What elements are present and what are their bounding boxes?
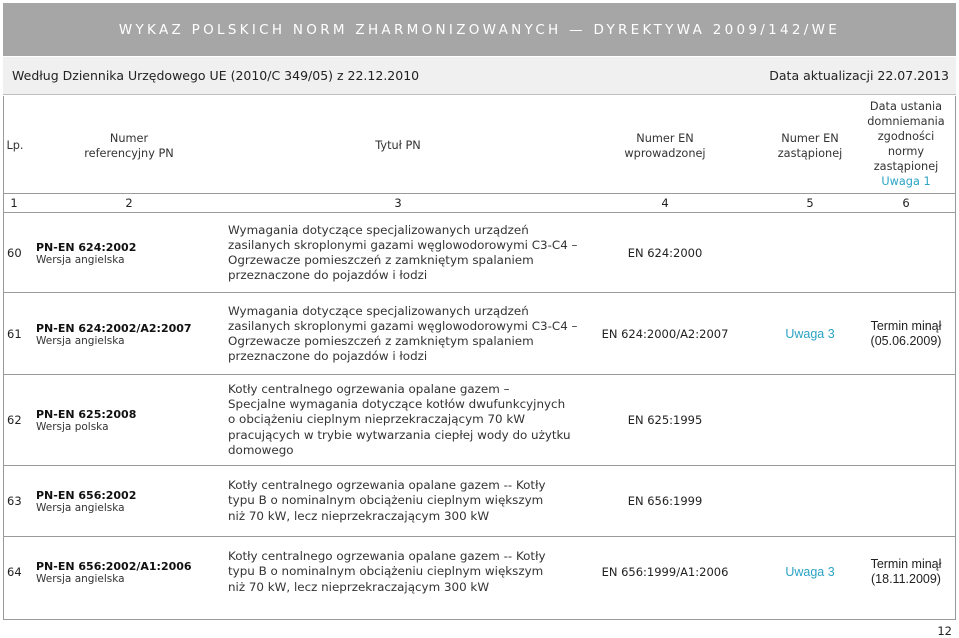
pn-language: Wersja angielska [36, 253, 125, 266]
pn-block [36, 241, 136, 266]
col-number-5 [750, 194, 870, 212]
row-lp-text: 61 [7, 327, 22, 341]
row-en [590, 213, 740, 293]
row-pn [36, 375, 226, 465]
row-title [228, 375, 598, 465]
row-en [590, 466, 740, 536]
title-line: przeznaczone do pojazdów i łodzi [228, 268, 428, 283]
title-line: Wymagania dotyczące specjalizowanych urządzeń [228, 222, 529, 237]
col-number-4 [590, 194, 740, 212]
row-lp [7, 293, 31, 375]
pn-code: PN-EN 656:2002/A1:2006 [36, 559, 192, 573]
row-en [590, 293, 740, 375]
pn-code: PN-EN 624:2002 [36, 240, 137, 254]
header-date-line4: normy [887, 145, 925, 158]
row-en [590, 375, 740, 465]
header-lp [4, 130, 26, 160]
col-number-5-text: 5 [806, 196, 814, 210]
en-number: EN 656:1999 [627, 494, 703, 508]
en-number: EN 656:1999/A1:2006 [601, 565, 729, 579]
row-title [228, 293, 598, 375]
pn-block [36, 560, 192, 585]
col-number-1 [4, 194, 24, 212]
row-pn [36, 213, 226, 293]
col-number-4-text: 4 [661, 196, 669, 210]
header-pn-number-line2: referencyjny PN [84, 147, 174, 160]
title-line: Ogrzewacze pomieszczeń z zamkniętym spalaniem [228, 253, 534, 267]
title-line: zasilanych skroplonymi gazami węglowodorowymi C3-C4 – [228, 318, 578, 333]
header-title [228, 130, 568, 160]
col-number-3-text: 3 [394, 196, 402, 210]
row-lp-text: 64 [7, 565, 22, 579]
row-lp [7, 537, 31, 607]
col-number-2 [34, 194, 224, 212]
divider [3, 619, 956, 620]
en-number: EN 624:2000 [627, 246, 703, 260]
title-block [228, 223, 578, 284]
deadline-status: Termin minął [870, 557, 942, 571]
pn-language: Wersja angielska [36, 572, 125, 585]
update-date: Data aktualizacji 22.07.2013 [769, 68, 949, 83]
note-link: Uwaga 3 [785, 565, 835, 579]
row-lp [7, 375, 31, 465]
row-pn [36, 537, 226, 607]
title-line: domowego [228, 442, 294, 457]
journal-reference: Według Dziennika Urzędowego UE (2010/C 349/05) z 22.12.2010 [12, 68, 420, 83]
document-banner [3, 3, 956, 56]
pn-language: Wersja polska [36, 420, 109, 433]
title-line: pracujących w trybie wytwarzania ciepłej wody do użytku [228, 427, 571, 442]
col-number-2-text: 2 [125, 196, 133, 210]
title-line: Kotły centralnego ogrzewania opalane gazem -- Kotły [228, 478, 546, 493]
title-line: Kotły centralnego ogrzewania opalane gazem -- Kotły [228, 549, 546, 564]
row-en [590, 537, 740, 607]
header-en-replaced-line1: Numer EN [781, 132, 839, 145]
pn-code: PN-EN 656:2002 [36, 488, 137, 502]
row-title [228, 466, 598, 536]
header-lp-label: Lp. [6, 138, 24, 152]
pn-language: Wersja angielska [36, 334, 125, 347]
col-number-6-text: 6 [902, 196, 910, 210]
title-line: typu B o nominalnym obciążeniu cieplnym większym [228, 564, 544, 579]
banner-title: WYKAZ POLSKICH NORM ZHARMONIZOWANYCH — DYREKTYWA 2009/142/WE [118, 21, 841, 38]
header-date-line5: zastąpionej [873, 160, 939, 173]
deadline-date: (18.11.2009) [871, 572, 941, 586]
header-en-introduced [590, 124, 740, 168]
header-en-replaced [750, 124, 870, 168]
header-en-introduced-line2: wprowadzonej [624, 147, 706, 160]
row-lp-text: 60 [7, 246, 22, 260]
note-link: Uwaga 3 [785, 327, 835, 341]
row-lp-text: 62 [7, 413, 22, 427]
title-line: zasilanych skroplonymi gazami węglowodorowymi C3-C4 – [228, 237, 578, 252]
row-title [228, 213, 598, 293]
row-deadline [856, 537, 956, 607]
title-block [228, 382, 571, 458]
pn-language: Wersja angielska [36, 501, 125, 514]
title-line: Wymagania dotyczące specjalizowanych urządzeń [228, 303, 529, 318]
title-line: Specjalne wymagania dotyczące kotłów dwufunkcyjnych [228, 397, 566, 412]
pn-block [36, 322, 192, 347]
title-line: o obciążeniu cieplnym nieprzekraczającym 70 kW [228, 412, 526, 427]
row-lp [7, 213, 31, 293]
title-line: niż 70 kW, lecz nieprzekraczającym 300 kW [228, 508, 490, 523]
title-block [228, 478, 546, 524]
title-line: przeznaczone do pojazdów i łodzi [228, 349, 428, 364]
header-title-label: Tytuł PN [375, 138, 421, 152]
row-note [760, 537, 860, 607]
header-pn-number-line1: Numer [109, 132, 149, 145]
header-date-line3: zgodności [877, 130, 935, 143]
pn-block [36, 489, 136, 514]
row-deadline [856, 293, 956, 375]
row-title [228, 537, 598, 607]
en-number: EN 625:1995 [627, 413, 703, 427]
pn-code: PN-EN 624:2002/A2:2007 [36, 321, 192, 335]
title-line: typu B o nominalnym obciążeniu cieplnym większym [228, 493, 544, 508]
page-number: 12 [937, 624, 952, 638]
row-lp [7, 466, 31, 536]
header-pn-number [34, 124, 224, 168]
col-number-6 [856, 194, 956, 212]
header-date-line1: Data ustania [869, 100, 943, 113]
deadline-date: (05.06.2009) [870, 334, 942, 348]
header-en-replaced-line2: zastąpionej [777, 147, 843, 160]
row-pn [36, 466, 226, 536]
header-date-line2: domniemania [867, 115, 945, 128]
en-number: EN 624:2000/A2:2007 [601, 327, 729, 341]
title-line: niż 70 kW, lecz nieprzekraczającym 300 kW [228, 579, 490, 594]
info-line [3, 57, 956, 95]
header-presumption-date [856, 100, 956, 188]
col-number-1-text: 1 [10, 196, 18, 210]
title-line: Kotły centralnego ogrzewania opalane gazem – [228, 381, 510, 396]
title-block [228, 304, 578, 365]
row-pn [36, 293, 226, 375]
col-number-3 [228, 194, 568, 212]
title-block [228, 549, 546, 595]
header-date-note: Uwaga 1 [881, 175, 931, 188]
row-note [760, 293, 860, 375]
title-line: Ogrzewacze pomieszczeń z zamkniętym spalaniem [228, 334, 534, 348]
pn-code: PN-EN 625:2008 [36, 407, 137, 421]
header-en-introduced-line1: Numer EN [636, 132, 694, 145]
row-lp-text: 63 [7, 494, 22, 508]
deadline-status: Termin minął [870, 319, 942, 333]
pn-block [36, 408, 136, 433]
